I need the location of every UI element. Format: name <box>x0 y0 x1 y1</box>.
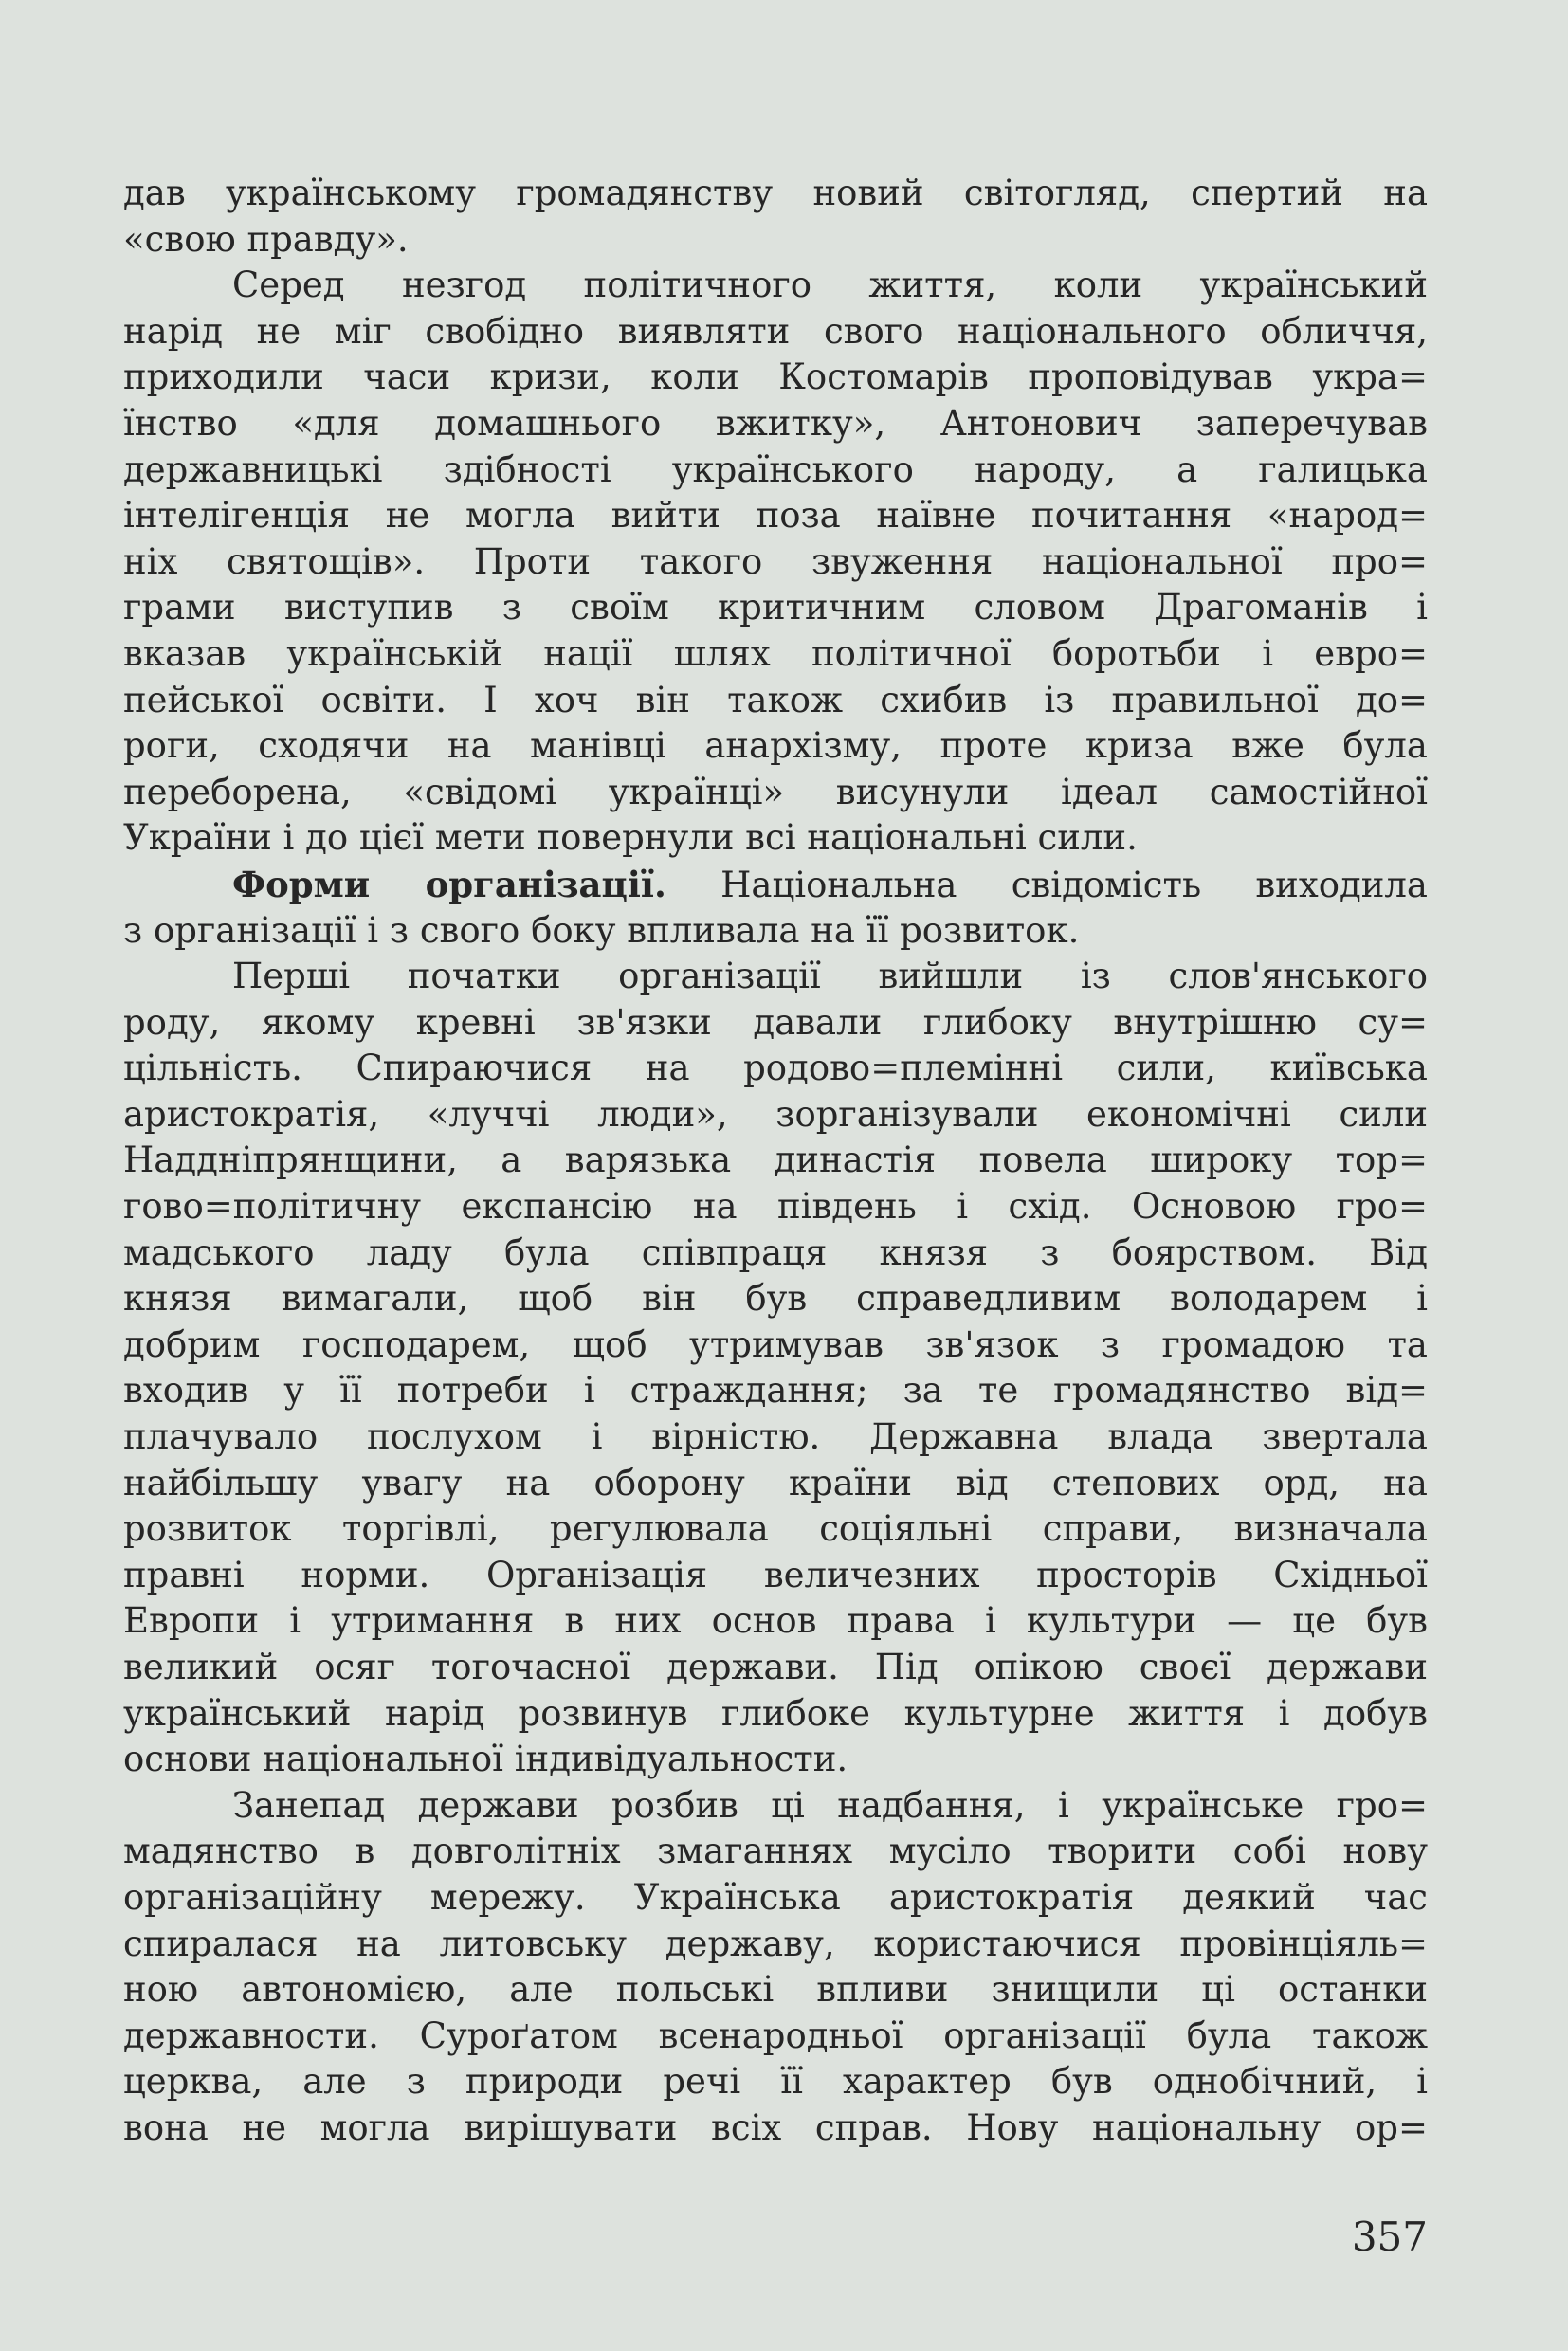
line-text: дав українському громадянству новий світогляд, спертий на <box>123 173 1428 213</box>
line-text: Перші початки організації вийшли із слов'янського <box>232 956 1428 997</box>
line-text: України і до цієї мети повернули всі національні сили. <box>123 817 1138 859</box>
text-line <box>123 1230 1428 1277</box>
line-text: інтелігенція не могла вийти поза наївне почитання «народ= <box>123 495 1428 537</box>
line-text: правні норми. Організація величезних просторів Східньої <box>123 1554 1428 1595</box>
line-text: плачувало послухом і вірністю. Державна влада звертала <box>123 1416 1428 1458</box>
line-text: вона не могла вирішувати всіх справ. Нову національну ор= <box>123 2106 1428 2148</box>
text-line <box>123 493 1428 539</box>
line-text: державницькі здібності українського народу, а галицька <box>123 448 1428 490</box>
text-line <box>123 908 1428 955</box>
line-text: приходили часи кризи, коли Костомарів проповідував укра= <box>123 356 1428 398</box>
line-text: аристократія, «луччі люди», зорганізували економічні сили <box>123 1093 1428 1135</box>
text-line <box>123 1276 1428 1322</box>
line-text: роду, якому кревні зв'язки давали глибоку внутрішню су= <box>123 1001 1428 1043</box>
line-text: розвиток торгівлі, регулювала соціяльні справи, визначала <box>123 1508 1428 1550</box>
text-line <box>123 1046 1428 1092</box>
text-line <box>123 1553 1428 1599</box>
line-text: Занепад держави розбив ці надбання, і українське гро= <box>232 1784 1428 1826</box>
text-line <box>123 2059 1428 2105</box>
text-line <box>123 1691 1428 1738</box>
text-line <box>123 723 1428 770</box>
line-text: нарід не міг свобідно виявляти свого національного обличчя, <box>123 310 1428 352</box>
line-text: «свою правду». <box>123 218 409 260</box>
text-line <box>123 1783 1428 1830</box>
text-line <box>123 447 1428 494</box>
text-line <box>123 1506 1428 1553</box>
line-text: роги, сходячи на манівці анархізму, проте криза вже була <box>123 725 1428 767</box>
line-text: мадського ладу була співпраця князя з боярством. Від <box>123 1231 1428 1273</box>
line-text: організаційну мережу. Українська аристократія деякий час <box>123 1876 1428 1918</box>
line-text: Наддніпрянщини, а варязька династія повела широку тор= <box>123 1139 1428 1181</box>
text-line <box>123 2014 1428 2060</box>
line-text: найбільшу увагу на оборону країни від степових орд, на <box>123 1462 1428 1504</box>
text-line <box>123 2105 1428 2152</box>
line-text: основи національної індивідуальности. <box>123 1739 848 1780</box>
text-line <box>123 1645 1428 1691</box>
line-text: український нарід розвинув глибоке культурне життя і добув <box>123 1692 1428 1734</box>
body-text <box>123 171 1428 2152</box>
line-text: мадянство в довголітніх змаганнях мусіло творити собі нову <box>123 1831 1428 1872</box>
text-line <box>123 263 1428 309</box>
text-line <box>123 815 1428 862</box>
line-text: державности. Суроґатом всенародньої організації була також <box>123 2014 1428 2056</box>
text-line <box>123 678 1428 724</box>
text-line <box>123 1875 1428 1922</box>
text-line <box>123 1922 1428 1968</box>
text-line <box>123 1829 1428 1875</box>
page-number: 357 <box>1351 2214 1428 2260</box>
line-text: входив у її потреби і страждання; за те громадянство від= <box>123 1370 1428 1412</box>
text-line <box>123 1737 1428 1783</box>
line-text: Національна свідомість виходила <box>665 864 1428 905</box>
text-line <box>123 1598 1428 1645</box>
line-text: добрим господарем, щоб утримував зв'язок з громадою та <box>123 1323 1428 1365</box>
line-text: князя вимагали, щоб він був справедливим володарем і <box>123 1278 1428 1320</box>
line-text: цільність. Спираючися на родово=племінні сили, київська <box>123 1048 1428 1089</box>
line-text: вказав українській нації шлях політичної боротьби і евро= <box>123 632 1428 674</box>
line-text: ною автономією, але польські впливи знищили ці останки <box>123 1969 1428 2011</box>
text-line <box>123 539 1428 586</box>
line-text: ніх святощів». Проти такого звуження національної про= <box>123 540 1428 582</box>
line-text: з організації і з свого боку впливала на її розвиток. <box>123 909 1080 951</box>
text-line <box>123 171 1428 217</box>
line-text: грами виступив з своїм критичним словом Драгоманів і <box>123 587 1428 629</box>
text-line <box>123 401 1428 447</box>
line-text: їнство «для домашнього вжитку», Антонович заперечував <box>123 402 1428 444</box>
text-line <box>123 1092 1428 1139</box>
text-line <box>123 954 1428 1000</box>
line-text: великий осяг тогочасної держави. Під опікою своєї держави <box>123 1647 1428 1687</box>
line-text: спиралася на литовську державу, користаючися провінціяль= <box>123 1923 1428 1964</box>
line-text: пейської освіти. І хоч він також схибив із правильної до= <box>123 679 1428 720</box>
text-line <box>123 1368 1428 1414</box>
text-line <box>123 1184 1428 1230</box>
text-line <box>123 862 1428 908</box>
text-line <box>123 770 1428 816</box>
text-line <box>123 355 1428 401</box>
text-line <box>123 585 1428 631</box>
line-text: переборена, «свідомі українці» висунули ідеал самостійної <box>123 771 1428 812</box>
line-text: Европи і утримання в них основ права і культури — це був <box>123 1600 1428 1642</box>
text-line <box>123 217 1428 264</box>
line-text: церква, але з природи речі її характер був однобічний, і <box>123 2061 1428 2103</box>
text-line <box>123 309 1428 355</box>
text-line <box>123 631 1428 678</box>
text-line <box>123 1000 1428 1047</box>
text-line <box>123 1414 1428 1461</box>
line-text: Серед незгод політичного життя, коли український <box>232 264 1428 306</box>
text-line <box>123 1461 1428 1507</box>
text-line <box>123 1967 1428 2014</box>
text-line <box>123 1322 1428 1369</box>
text-line <box>123 1138 1428 1184</box>
line-text: гово=політичну експансію на південь і схід. Основою гро= <box>123 1186 1428 1228</box>
section-heading: Форми організації. <box>232 863 666 905</box>
